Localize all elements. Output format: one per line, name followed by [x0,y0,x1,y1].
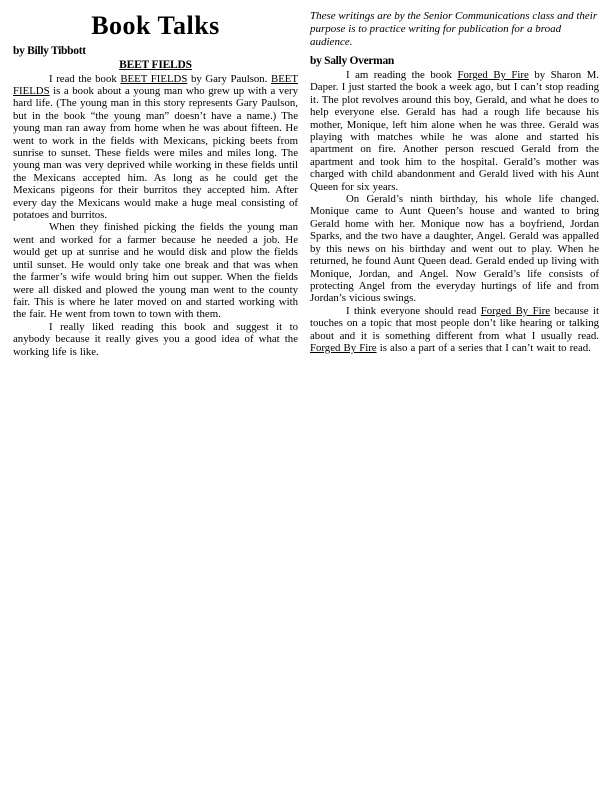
intro-note: These writings are by the Senior Communications class and their purpose is to practice writing for publication for a broad audience. [310,10,598,48]
paragraph-left-3: I really liked reading this book and suggest it to anybody because it really gives you a good idea of what the working life is like. [13,320,298,358]
paragraph-right-3: I think everyone should read Forged By Fire because it touches on a topic that most people don’t like hearing or talking about and it is something different from what I usually read. Forged By Fire is also a part of a series that I can’t wait to read. [310,304,599,354]
paragraph-left-2: When they finished picking the fields the young man went and worked for a farmer because he needed a job. He would get up at sunrise and he would disk and plow the fields until sunset. He would only take one break and that was when the farmer’s wife would bring him out supper. When the fields were all disked and plowed the young man went to the county fair. This is where he later moved on and started working with the fair. He went from town to town with them. [13,221,298,321]
paragraph-right-1: I am reading the book Forged By Fire by Sharon M. Daper. I just started the book a week ago, but I can’t stop reading it. The plot revolves around this boy, Gerald, and what he does to help everyone else. Gerald has had a rough life because his mother, Monique, left him alone when he was three. Gerald was playing with matches while he was alone and started his apartment on fire. Another person rescued Gerald from the apartment and took him to the hospital. Gerald’s mother was charged with child abandonment and Gerald lived with his Aunt Queen for six years. [310,69,600,193]
page-title: Book Talks [91,11,220,40]
paragraph-left-1: I read the book BEET FIELDS by Gary Paulson. BEET FIELDS is a book about a young man who grew up with a very hard life. (The young man in this story represents Gary Paulson, but in the book “the young man” doesn’t have a name.) The young man ran away from home when he was about fifteen. He went to work in the fields with Mexicans, picking beets from sunrise to sunset. These fields were miles and miles long. The young man was very deprived while working in these fields until the Mexicans accepted him. As long as he could get the Mexicans pigeons for their burritos they accepted him. After every day the Mexicans would make a huge meal consisting of potatoes and burritos. [13,72,299,222]
article-forged-by-fire [310,10,599,354]
byline-sally-overman: by Sally Overman [310,55,395,67]
article-beet-fields [13,12,298,358]
byline-billy-tibbott: by Billy Tibbott [13,44,86,57]
paragraph-right-2: On Gerald’s ninth birthday, his whole life changed. Monique came to Aunt Queen’s house and wanted to bring Gerald home with her. Monique now has a boyfriend, Jordan Sparks, and the two have a daughter, Angel. Gerald was appalled by this news on his birthday and went out to play. When he returned, he found Aunt Queen dead. Gerald ended up living with Monique, Jordan, and Angel. Now Gerald’s life consists of protecting Angel from the everyday hurtings of life and from Jordan’s vicious swings. [310,193,599,305]
section-heading-beet-fields: BEET FIELDS [119,58,192,71]
